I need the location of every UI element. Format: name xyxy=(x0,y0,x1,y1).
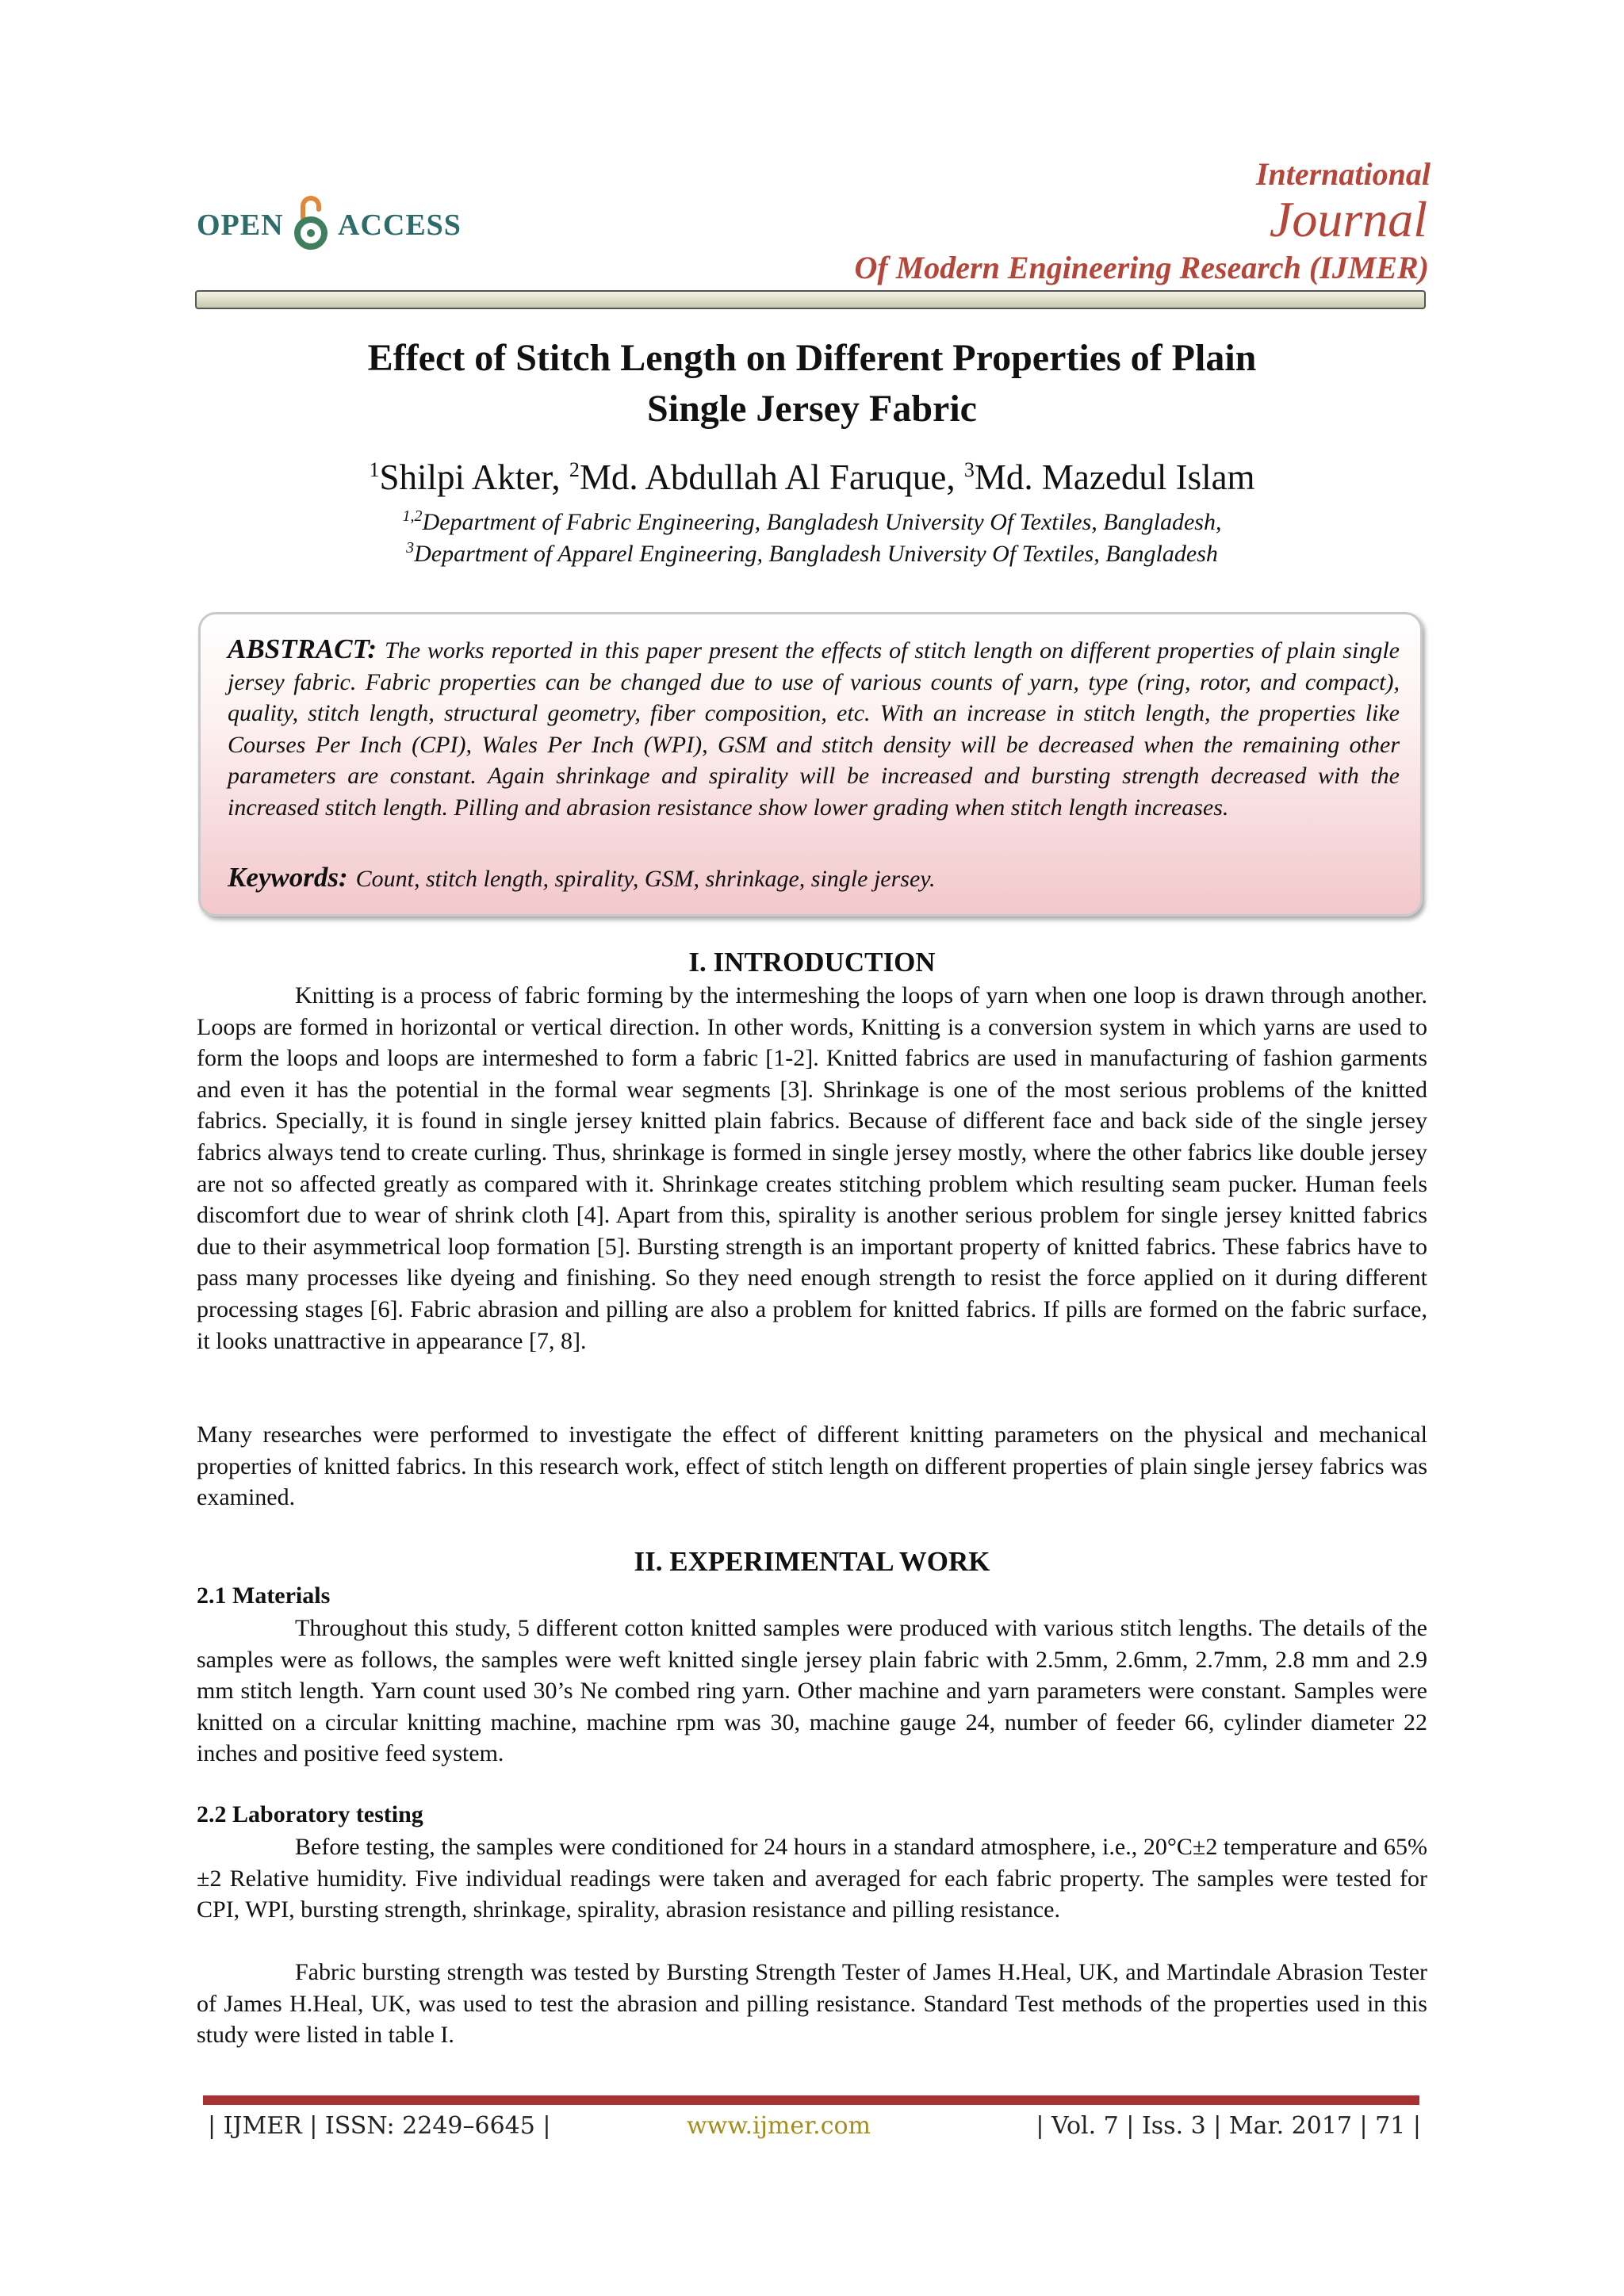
author-1-affil-mark: 1 xyxy=(369,458,380,481)
journal-name-line1: International xyxy=(1255,156,1431,192)
affiliation-2-mark: 3 xyxy=(406,539,415,557)
footer-website-link[interactable]: www.ijmer.com xyxy=(687,2112,871,2140)
open-access-label-left: OPEN xyxy=(197,209,284,242)
affiliation-1 xyxy=(0,507,1624,536)
subsection-heading-materials: 2.1 Materials xyxy=(197,1582,331,1609)
affiliation-2 xyxy=(0,539,1624,568)
section-heading-introduction: I. INTRODUCTION xyxy=(688,947,936,978)
author-list xyxy=(0,457,1624,498)
author-2-name: Md. Abdullah Al Faruque, xyxy=(579,457,964,497)
author-3-name: Md. Mazedul Islam xyxy=(974,457,1255,497)
materials-paragraph: Throughout this study, 5 different cotton knitted samples were produced with various stitch lengths. The details of the samples were as follows, the samples were weft knitted single jersey plain fabric with 2.5mm, 2.6mm, 2.7mm, 2.8 mm and 2.9 mm stitch length. Yarn count used 30’s Ne combed ring yarn. Other machine and yarn parameters were constant. Samples were knitted on a circular knitting machine, machine rpm was 30, machine gauge 24, number of feeder 66, cylinder diameter 22 inches and positive feed system. xyxy=(197,1615,1427,1767)
author-3-affil-mark: 3 xyxy=(963,458,975,481)
header-divider-bar xyxy=(195,290,1426,309)
laboratory-paragraph-1: Before testing, the samples were conditioned for 24 hours in a standard atmosphere, i.e., 20°C±2 temperature and 65%±2 Relative humidity. Five individual readings were taken and averaged for each fabric property. The samples were tested for CPI, WPI, bursting strength, shrinkage, spirality, abrasion resistance and pilling resistance. xyxy=(197,1834,1427,1923)
author-2-affil-mark: 2 xyxy=(569,458,580,481)
footer-divider-bar xyxy=(203,2095,1419,2105)
affiliation-1-mark: 1,2 xyxy=(402,507,423,525)
paper-title-line2: Single Jersey Fabric xyxy=(647,388,977,430)
keywords xyxy=(228,862,1400,894)
paper-title xyxy=(0,333,1624,434)
paper-title-line1: Effect of Stitch Length on Different Properties of Plain xyxy=(367,337,1257,379)
open-access-lock-icon xyxy=(292,192,330,254)
abstract-label: ABSTRACT: xyxy=(228,633,377,664)
keywords-label: Keywords: xyxy=(228,862,348,893)
subsection-heading-laboratory: 2.2 Laboratory testing xyxy=(197,1801,423,1827)
affiliation-1-text: Department of Fabric Engineering, Bangladesh University Of Textiles, Bangladesh, xyxy=(422,509,1222,535)
section-heading-experimental: II. EXPERIMENTAL WORK xyxy=(634,1546,990,1577)
abstract xyxy=(228,633,1400,823)
footer-journal-issn: | IJMER | ISSN: 2249–6645 | xyxy=(208,2112,551,2140)
author-1-name: Shilpi Akter, xyxy=(379,457,569,497)
intro-paragraph-2: Many researches were performed to investigate the effect of different knitting parameters on the physical and mechanical properties of knitted fabrics. In this research work, effect of stitch length on different properties of plain single jersey fabrics was examined. xyxy=(197,1422,1427,1511)
abstract-box xyxy=(198,612,1423,916)
keywords-text: Count, stitch length, spirality, GSM, shrinkage, single jersey. xyxy=(355,866,936,892)
footer-volume-issue-page: | Vol. 7 | Iss. 3 | Mar. 2017 | 71 | xyxy=(1036,2112,1421,2140)
abstract-text: The works reported in this paper present the effects of stitch length on different properties of plain single jersey fabric. Fabric properties can be changed due to use of various counts of yarn, type (ring, rotor, and compact), quality, stitch length, structural geometry, fiber composition, etc. With an increase in stitch length, the properties like Courses Per Inch (CPI), Wales Per Inch (WPI), GSM and stitch density will be decreased when the remaining other parameters are constant. Again shrinkage and spirality will be increased and bursting strength decreased with the increased stitch length. Pilling and abrasion resistance show lower grading when stitch length increases. xyxy=(228,637,1400,821)
laboratory-paragraph-2: Fabric bursting strength was tested by Bursting Strength Tester of James H.Heal, UK, and Martindale Abrasion Tester of James H.Heal, UK, was used to test the abrasion and pilling resistance. Standard Test methods of the properties used in this study were listed in table I. xyxy=(197,1959,1427,2049)
affiliation-2-text: Department of Apparel Engineering, Bangladesh University Of Textiles, Bangladesh xyxy=(414,541,1218,567)
open-access-label-right: ACCESS xyxy=(338,209,462,242)
journal-name-line3: Of Modern Engineering Research (IJMER) xyxy=(854,250,1429,285)
intro-paragraph-1: Knitting is a process of fabric forming by the intermeshing the loops of yarn when one loop is drawn through another. Loops are formed in horizontal or vertical direction. In other words, Knitting is a conversion system in which yarns are used to form the loops and loops are intermeshed to form a fabric [1-2]. Knitted fabrics are used in manufacturing of fashion garments and even it has the potential in the formal wear segments [3]. Shrinkage is one of the most serious problems of the knitted fabrics. Specially, it is found in single jersey knitted plain fabrics. Because of different face and back side of the single jersey fabrics always tend to create curling. Thus, shrinkage is formed in single jersey mostly, where the other fabrics like double jersey are not so affected greatly as compared with it. Shrinkage creates stitching problem which resulting seam pucker. Human feels discomfort due to wear of shrink cloth [4]. Apart from this, spirality is another serious problem for single jersey knitted fabrics due to their asymmetrical loop formation [5]. Bursting strength is an important property of knitted fabrics. These fabrics have to pass many processes like dyeing and finishing. So they need enough strength to resist the force applied on it during different processing stages [6]. Fabric abrasion and pilling are also a problem for knitted fabrics. If pills are formed on the fabric surface, it looks unattractive in appearance [7, 8]. xyxy=(197,982,1427,1354)
journal-name-line2: Journal xyxy=(1269,191,1427,247)
